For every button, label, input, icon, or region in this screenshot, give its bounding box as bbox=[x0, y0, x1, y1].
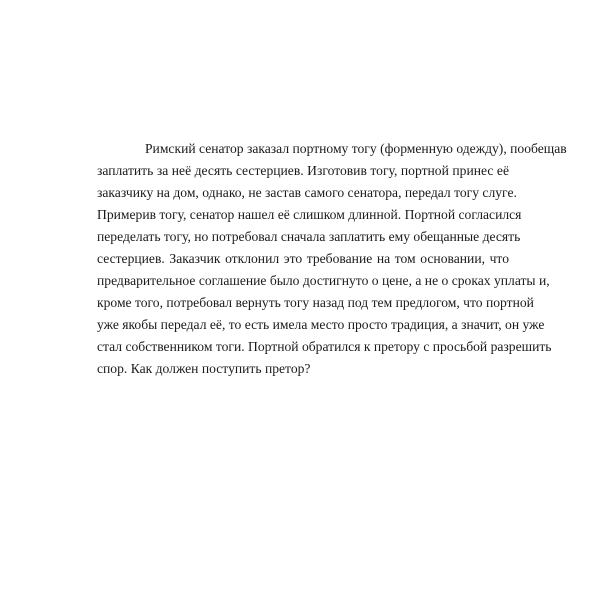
paragraph-line: спор. Как должен поступить претор? bbox=[97, 361, 311, 376]
paragraph-line: заказчику на дом, однако, не застав самого сенатора, передал тогу слуге. bbox=[97, 185, 517, 200]
paragraph-line: сестерциев. Заказчик отклонил это требование на том основании, что bbox=[97, 251, 509, 266]
paragraph-line: стал собственником тоги. Портной обратился к претору с просьбой разрешить bbox=[97, 339, 552, 354]
paragraph-line: Римский сенатор заказал портному тогу (форменную одежду), пообещав bbox=[145, 141, 567, 156]
paragraph-line: Примерив тогу, сенатор нашел её слишком длинной. Портной согласился bbox=[97, 207, 522, 222]
case-paragraph bbox=[97, 138, 567, 380]
paragraph-line: заплатить за неё десять сестерциев. Изготовив тогу, портной принес её bbox=[97, 163, 509, 178]
paragraph-line: переделать тогу, но потребовал сначала заплатить ему обещанные десять bbox=[97, 229, 521, 244]
paragraph-line: уже якобы передал её, то есть имела место просто традиция, а значит, он уже bbox=[97, 317, 545, 332]
paragraph-line: предварительное соглашение было достигнуто о цене, а не о сроках уплаты и, bbox=[97, 273, 550, 288]
paragraph-line: кроме того, потребовал вернуть тогу назад под тем предлогом, что портной bbox=[97, 295, 534, 310]
